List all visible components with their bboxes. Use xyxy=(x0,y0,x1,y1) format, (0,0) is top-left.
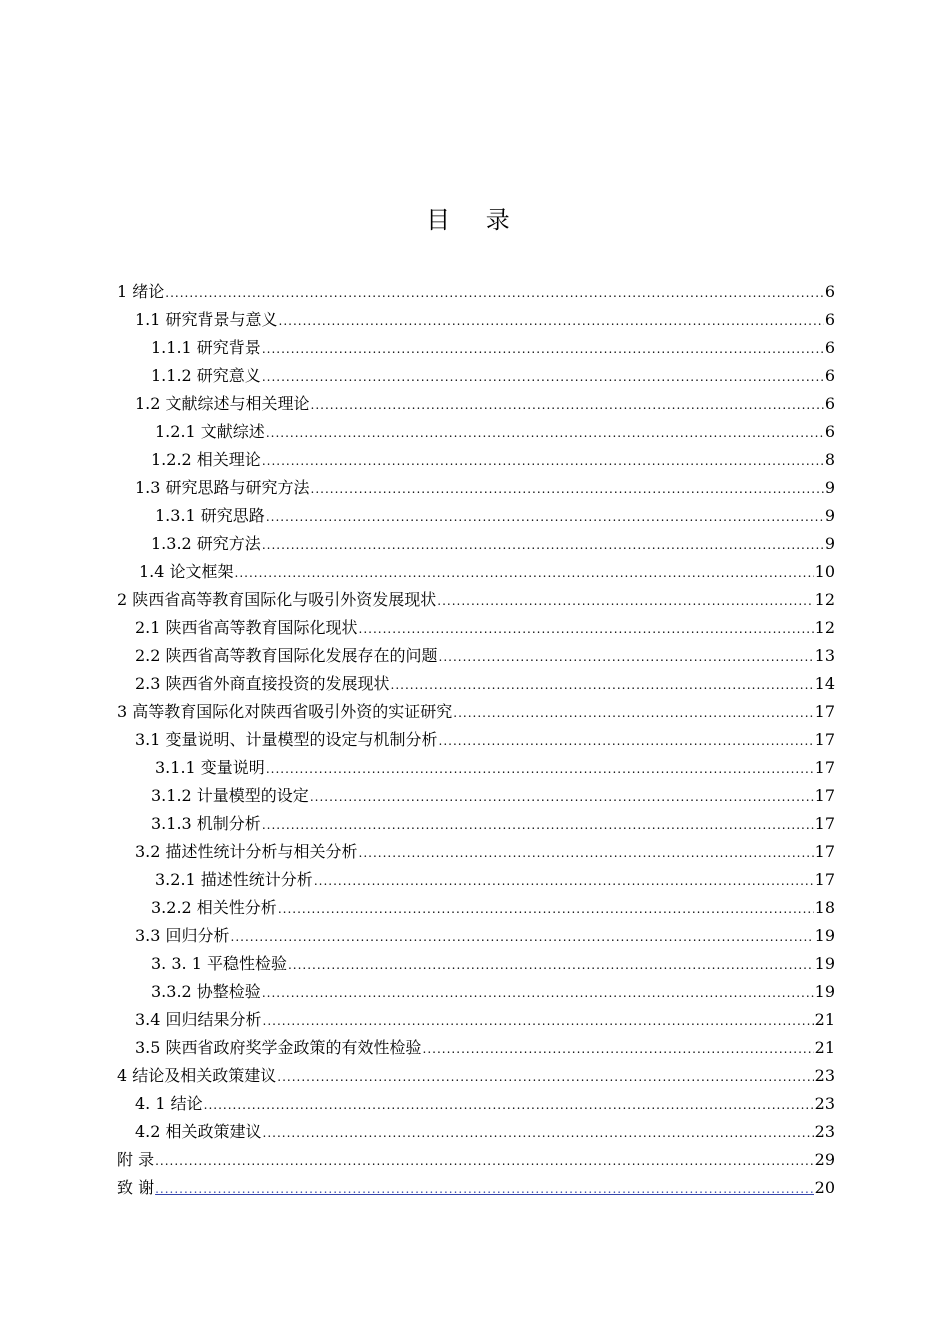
toc-entry-text: 1 绪论 xyxy=(117,282,165,301)
toc-entry[interactable] xyxy=(117,838,835,866)
dot-leader xyxy=(288,951,814,979)
toc-page-number: 6 xyxy=(824,366,835,385)
toc-entry[interactable] xyxy=(117,334,835,362)
toc-entry-text: 3.3.2 协整检验 xyxy=(151,982,261,1001)
dot-leader xyxy=(391,671,814,699)
toc-entry[interactable] xyxy=(117,698,835,726)
toc-entry[interactable] xyxy=(117,642,835,670)
toc-page-number: 21 xyxy=(814,1038,835,1057)
dot-leader xyxy=(262,335,824,363)
dot-leader xyxy=(262,811,814,839)
toc-entry-text: 1.2.2 相关理论 xyxy=(151,450,261,469)
toc-page-number: 12 xyxy=(814,590,835,609)
toc-page-number: 17 xyxy=(814,702,835,721)
toc-page-number: 29 xyxy=(814,1150,835,1169)
toc-entry[interactable] xyxy=(117,950,835,978)
toc-entry-text: 3.2.2 相关性分析 xyxy=(151,898,277,917)
toc-entry[interactable] xyxy=(117,922,835,950)
toc-entry-text: 1.3.1 研究思路 xyxy=(155,506,265,525)
toc-entry-text: 3.1.2 计量模型的设定 xyxy=(151,786,309,805)
toc-page-number: 19 xyxy=(814,982,835,1001)
toc-entry[interactable] xyxy=(117,586,835,614)
dot-leader xyxy=(262,531,824,559)
toc-entry[interactable] xyxy=(117,278,835,306)
toc-page-number: 8 xyxy=(824,450,835,469)
dot-leader xyxy=(423,1035,814,1063)
dot-leader xyxy=(262,979,814,1007)
dot-leader xyxy=(277,1063,813,1091)
toc-entry-text: 1.2 文献综述与相关理论 xyxy=(135,394,310,413)
dot-leader xyxy=(278,895,814,923)
toc-entry[interactable] xyxy=(117,1118,835,1146)
toc-page-number: 23 xyxy=(814,1122,835,1141)
toc-entry-text: 3.5 陕西省政府奖学金政策的有效性检验 xyxy=(135,1038,422,1057)
dot-leader-link[interactable] xyxy=(155,1175,814,1203)
toc-entry-text: 2 陕西省高等教育国际化与吸引外资发展现状 xyxy=(117,590,437,609)
toc-page-number: 13 xyxy=(814,646,835,665)
toc-page-number: 6 xyxy=(824,282,835,301)
toc-entry-text: 3.3 回归分析 xyxy=(135,926,230,945)
toc-entry-text: 2.3 陕西省外商直接投资的发展现状 xyxy=(135,674,390,693)
toc-page-number: 17 xyxy=(814,814,835,833)
toc-entry-text: 3 高等教育国际化对陕西省吸引外资的实证研究 xyxy=(117,702,453,721)
toc-page-number: 21 xyxy=(814,1010,835,1029)
toc-page-number: 23 xyxy=(814,1066,835,1085)
dot-leader xyxy=(359,839,814,867)
toc-page-number: 19 xyxy=(814,954,835,973)
toc-entry[interactable] xyxy=(117,306,835,334)
toc-entry-text: 3.2.1 描述性统计分析 xyxy=(155,870,313,889)
toc-entry[interactable] xyxy=(117,530,835,558)
toc-entry-text: 1.2.1 文献综述 xyxy=(155,422,265,441)
toc-page-number: 6 xyxy=(824,310,835,329)
toc-page-number: 17 xyxy=(814,870,835,889)
toc-entry-text: 4.2 相关政策建议 xyxy=(135,1122,262,1141)
toc-entry[interactable] xyxy=(117,362,835,390)
dot-leader xyxy=(263,1007,814,1035)
dot-leader xyxy=(204,1091,814,1119)
dot-leader xyxy=(439,727,814,755)
toc-entry[interactable] xyxy=(117,558,835,586)
dot-leader xyxy=(266,419,824,447)
toc-entry[interactable] xyxy=(117,418,835,446)
toc-entry[interactable] xyxy=(117,474,835,502)
toc-entry[interactable] xyxy=(117,446,835,474)
toc-page-number: 17 xyxy=(814,730,835,749)
toc-entry-text: 1.1.2 研究意义 xyxy=(151,366,261,385)
toc-page-number: 9 xyxy=(824,534,835,553)
toc-entry-text: 1.1 研究背景与意义 xyxy=(135,310,278,329)
toc-page-number: 6 xyxy=(824,394,835,413)
toc-page-number: 9 xyxy=(824,478,835,497)
toc-entry-text: 1.4 论文框架 xyxy=(139,562,234,581)
toc-page-number: 6 xyxy=(824,338,835,357)
toc-entry-text: 3.4 回归结果分析 xyxy=(135,1010,262,1029)
dot-leader xyxy=(262,447,824,475)
toc-entry-text: 1.1.1 研究背景 xyxy=(151,338,261,357)
dot-leader xyxy=(262,363,824,391)
toc-entry[interactable] xyxy=(117,1006,835,1034)
dot-leader xyxy=(437,587,813,615)
toc-page-number: 6 xyxy=(824,422,835,441)
toc-entry-text: 4 结论及相关政策建议 xyxy=(117,1066,277,1085)
toc-entry[interactable] xyxy=(117,614,835,642)
toc-title: 目 录 xyxy=(426,206,524,234)
toc-entry-text: 附 录 xyxy=(117,1150,155,1169)
toc-page-number: 17 xyxy=(814,786,835,805)
dot-leader xyxy=(453,699,813,727)
toc-entry[interactable] xyxy=(117,754,835,782)
dot-leader xyxy=(314,867,814,895)
toc-entry-text: 1.3 研究思路与研究方法 xyxy=(135,478,310,497)
dot-leader xyxy=(235,559,814,587)
toc-entry-text: 1.3.2 研究方法 xyxy=(151,534,261,553)
toc-entry[interactable] xyxy=(117,810,835,838)
toc-page-number: 20 xyxy=(814,1178,835,1197)
dot-leader xyxy=(359,615,814,643)
dot-leader xyxy=(311,391,824,419)
toc-entry[interactable] xyxy=(117,1034,835,1062)
dot-leader xyxy=(311,475,824,503)
toc-entry[interactable] xyxy=(117,866,835,894)
toc-entry-text: 致 谢 xyxy=(117,1178,155,1197)
toc-entry-text: 4. 1 结论 xyxy=(135,1094,203,1113)
toc-page-number: 14 xyxy=(814,674,835,693)
dot-leader xyxy=(310,783,814,811)
toc-entry-text: 2.2 陕西省高等教育国际化发展存在的问题 xyxy=(135,646,438,665)
toc-entry[interactable] xyxy=(117,1174,835,1202)
toc-entry[interactable] xyxy=(117,1062,835,1090)
toc-list xyxy=(117,278,835,1202)
toc-entry[interactable] xyxy=(117,726,835,754)
toc-entry-text: 3.1.1 变量说明 xyxy=(155,758,265,777)
toc-page-number: 9 xyxy=(824,506,835,525)
dot-leader xyxy=(263,1119,814,1147)
toc-page-number: 17 xyxy=(814,758,835,777)
toc-entry[interactable] xyxy=(117,894,835,922)
dot-leader xyxy=(266,755,814,783)
toc-page-number: 10 xyxy=(814,562,835,581)
toc-entry[interactable] xyxy=(117,502,835,530)
dot-leader xyxy=(439,643,814,671)
toc-entry[interactable] xyxy=(117,1090,835,1118)
dot-leader xyxy=(266,503,824,531)
toc-page-number: 23 xyxy=(814,1094,835,1113)
toc-entry-text: 3. 3. 1 平稳性检验 xyxy=(151,954,287,973)
toc-entry-text: 2.1 陕西省高等教育国际化现状 xyxy=(135,618,358,637)
toc-entry-text: 3.1.3 机制分析 xyxy=(151,814,261,833)
toc-entry-text: 3.2 描述性统计分析与相关分析 xyxy=(135,842,358,861)
dot-leader xyxy=(165,279,824,307)
toc-entry[interactable] xyxy=(117,670,835,698)
dot-leader xyxy=(231,923,814,951)
toc-page-number: 17 xyxy=(814,842,835,861)
toc-page-number: 19 xyxy=(814,926,835,945)
dot-leader xyxy=(279,307,824,335)
toc-page-number: 18 xyxy=(814,898,835,917)
dot-leader xyxy=(155,1147,814,1175)
toc-page-number: 12 xyxy=(814,618,835,637)
toc-entry[interactable] xyxy=(117,390,835,418)
toc-entry-text: 3.1 变量说明、计量模型的设定与机制分析 xyxy=(135,730,438,749)
toc-entry[interactable] xyxy=(117,1146,835,1174)
toc-entry[interactable] xyxy=(117,978,835,1006)
toc-entry[interactable] xyxy=(117,782,835,810)
